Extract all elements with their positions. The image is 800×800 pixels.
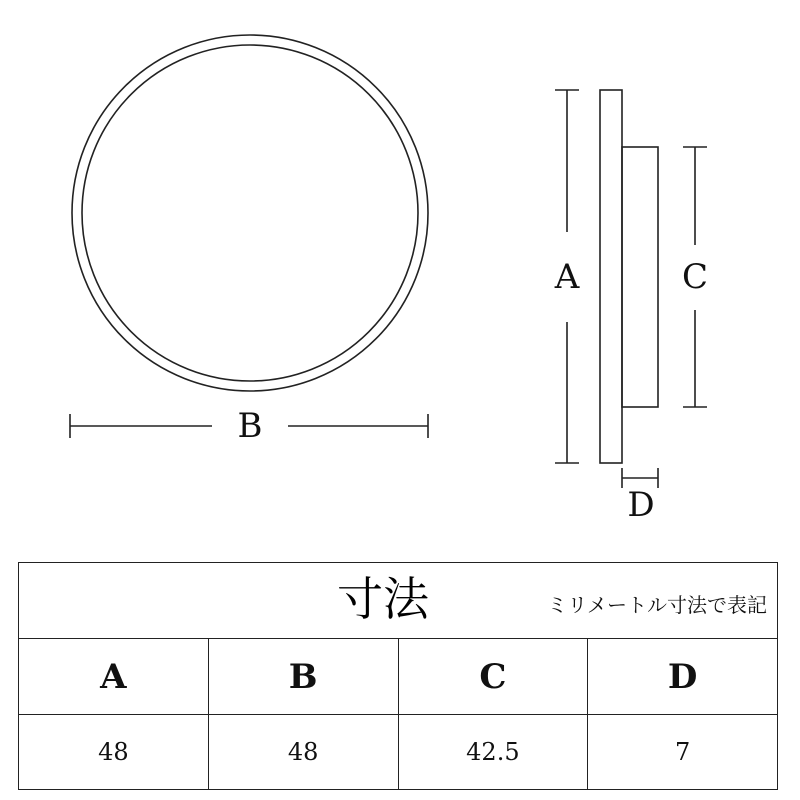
table-header-row — [19, 639, 777, 715]
dimension-table — [18, 562, 778, 790]
dim-a-label: A — [554, 257, 580, 297]
outer-circle — [72, 35, 428, 391]
value-cell-a: 48 — [19, 715, 209, 789]
side-boss — [622, 147, 658, 407]
inner-circle — [82, 45, 418, 381]
table-title: 寸法 — [337, 572, 429, 626]
dim-b-label: B — [237, 406, 263, 446]
dim-d-label: D — [627, 485, 655, 525]
value-cell-c: 42.5 — [399, 715, 589, 789]
table-title-row — [19, 563, 777, 639]
table-value-row — [19, 715, 777, 789]
header-cell-d: D — [667, 656, 698, 697]
header-cell-a: A — [19, 639, 209, 714]
side-view — [600, 90, 658, 463]
dim-c-label: C — [681, 257, 709, 297]
value-cell-d: 7 — [674, 738, 691, 766]
front-view — [72, 35, 428, 391]
value-cell-b: 48 — [209, 715, 399, 789]
side-plate — [600, 90, 622, 463]
units-note: ミリメートル寸法で表記 — [547, 593, 767, 617]
header-cell-b: B — [209, 639, 399, 714]
header-cell-c: C — [399, 639, 589, 714]
